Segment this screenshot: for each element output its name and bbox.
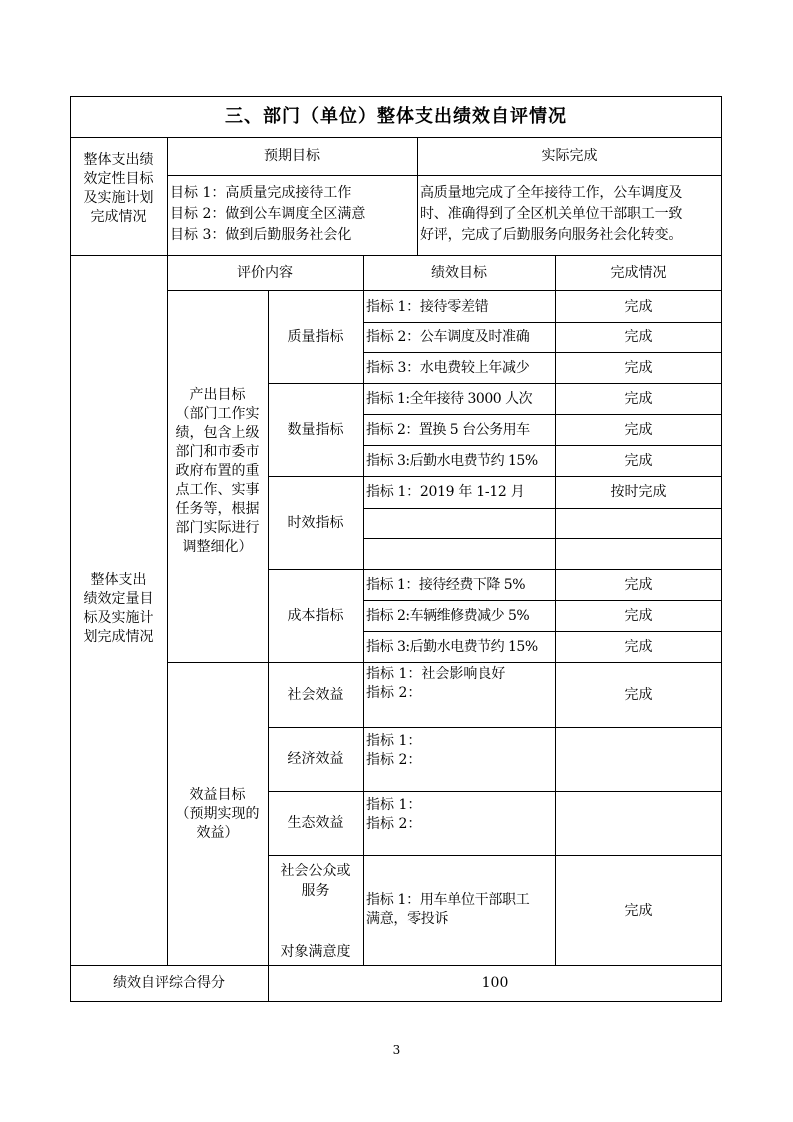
- table-border-right: [721, 96, 722, 1002]
- overall-score-label: 绩效自评综合得分: [113, 975, 225, 991]
- indicator-text: 指标 1：接待零差错: [366, 299, 489, 315]
- category-ecological-benefit: 生态效益: [287, 815, 344, 831]
- indicator-text: 指标 2：公车调度及时准确: [366, 329, 530, 345]
- indicator-text: 指标 1：接待经费下降 5%: [366, 577, 526, 593]
- completion-status-header: 完成情况: [610, 265, 667, 281]
- status-text: 完成: [624, 687, 653, 703]
- table-rule: [363, 255, 364, 965]
- indicator-text: 指标 1：2019 年 1-12 月: [366, 484, 525, 500]
- category-cost: 成本指标: [287, 608, 344, 624]
- category-economic-benefit: 经济效益: [287, 751, 344, 767]
- table-rule: [167, 290, 722, 291]
- overall-score-value: 100: [481, 975, 509, 991]
- status-text: 完成: [624, 608, 653, 624]
- table-border-left: [70, 96, 71, 1002]
- benefit-goal-label: 效益目标 （预期实现的 效益）: [175, 787, 260, 841]
- table-rule: [268, 855, 722, 856]
- table-rule: [363, 538, 722, 539]
- indicator-text: 指标 3:后勤水电费节约 15%: [366, 453, 538, 469]
- indicator-text: 指标 3：水电费较上年减少: [366, 360, 530, 376]
- table-rule: [363, 414, 722, 415]
- table-title: 三、部门（单位）整体支出绩效自评情况: [225, 106, 567, 127]
- table-rule: [268, 476, 722, 477]
- status-text: 完成: [624, 299, 653, 315]
- table-rule: [268, 569, 722, 570]
- table-rule: [363, 631, 722, 632]
- table-rule: [268, 383, 722, 384]
- table-rule: [268, 727, 722, 728]
- satisfaction-indicators: 指标 1：用车单位干部职工 满意，零投诉: [366, 892, 530, 927]
- performance-indicator-header: 绩效目标: [431, 265, 487, 281]
- table-rule: [167, 175, 722, 176]
- table-rule: [268, 791, 722, 792]
- table-rule: [70, 965, 722, 966]
- output-goal-label: 产出目标 （部门工作实 绩，包含上级 部门和市委市 政府布置的重 点工作、实事 任务等，根据 部门实际进行 调整细化）: [175, 387, 260, 555]
- category-satisfaction-object: 对象满意度: [280, 944, 351, 960]
- table-rule: [363, 352, 722, 353]
- status-text: 完成: [624, 453, 653, 469]
- actual-completion-header: 实际完成: [541, 148, 598, 164]
- status-text: 完成: [624, 360, 653, 376]
- indicator-text: 指标 2：置换 5 台公务用车: [366, 422, 530, 438]
- actual-completion-text: 高质量地完成了全年接待工作，公车调度及 时、准确得到了全区机关单位干部职工一致 好评，完成了后勤服务向服务社会化转变。: [420, 185, 683, 243]
- status-text: 完成: [624, 391, 653, 407]
- indicator-text: 指标 1:全年接待 3000 人次: [366, 391, 533, 407]
- category-satisfaction: 社会公众或 服务: [280, 863, 351, 899]
- quantitative-row-label: 整体支出 绩效定量目 标及实施计 划完成情况: [83, 572, 154, 645]
- economic-benefit-indicators: 指标 1： 指标 2：: [366, 733, 422, 768]
- evaluation-content-header: 评价内容: [237, 265, 293, 281]
- ecological-benefit-indicators: 指标 1： 指标 2：: [366, 797, 422, 832]
- table-rule: [167, 662, 722, 663]
- indicator-text: 指标 2:车辆维修费减少 5%: [366, 608, 530, 624]
- table-rule: [363, 322, 722, 323]
- category-quantity: 数量指标: [287, 422, 344, 438]
- table-border-top: [70, 96, 722, 97]
- expected-goal-list: 目标 1：高质量完成接待工作 目标 2：做到公车调度全区满意 目标 3：做到后勤服务社会化: [170, 185, 366, 243]
- indicator-text: 指标 3:后勤水电费节约 15%: [366, 639, 538, 655]
- status-text: 完成: [624, 903, 653, 919]
- table-border-bottom: [70, 1001, 722, 1002]
- status-text: 完成: [624, 422, 653, 438]
- social-benefit-indicators: 指标 1：社会影响良好 指标 2：: [366, 666, 506, 701]
- page-number: 3: [392, 1043, 401, 1057]
- category-quality: 质量指标: [287, 329, 344, 345]
- category-social-benefit: 社会效益: [287, 687, 344, 703]
- table-rule: [363, 600, 722, 601]
- table-rule: [363, 508, 722, 509]
- category-timeliness: 时效指标: [287, 515, 344, 531]
- status-text: 按时完成: [610, 484, 667, 500]
- qualitative-row-label: 整体支出绩 效定性目标 及实施计划 完成情况: [83, 152, 154, 225]
- table-rule: [363, 445, 722, 446]
- status-text: 完成: [624, 329, 653, 345]
- status-text: 完成: [624, 577, 653, 593]
- expected-goal-header: 预期目标: [264, 148, 320, 164]
- status-text: 完成: [624, 639, 653, 655]
